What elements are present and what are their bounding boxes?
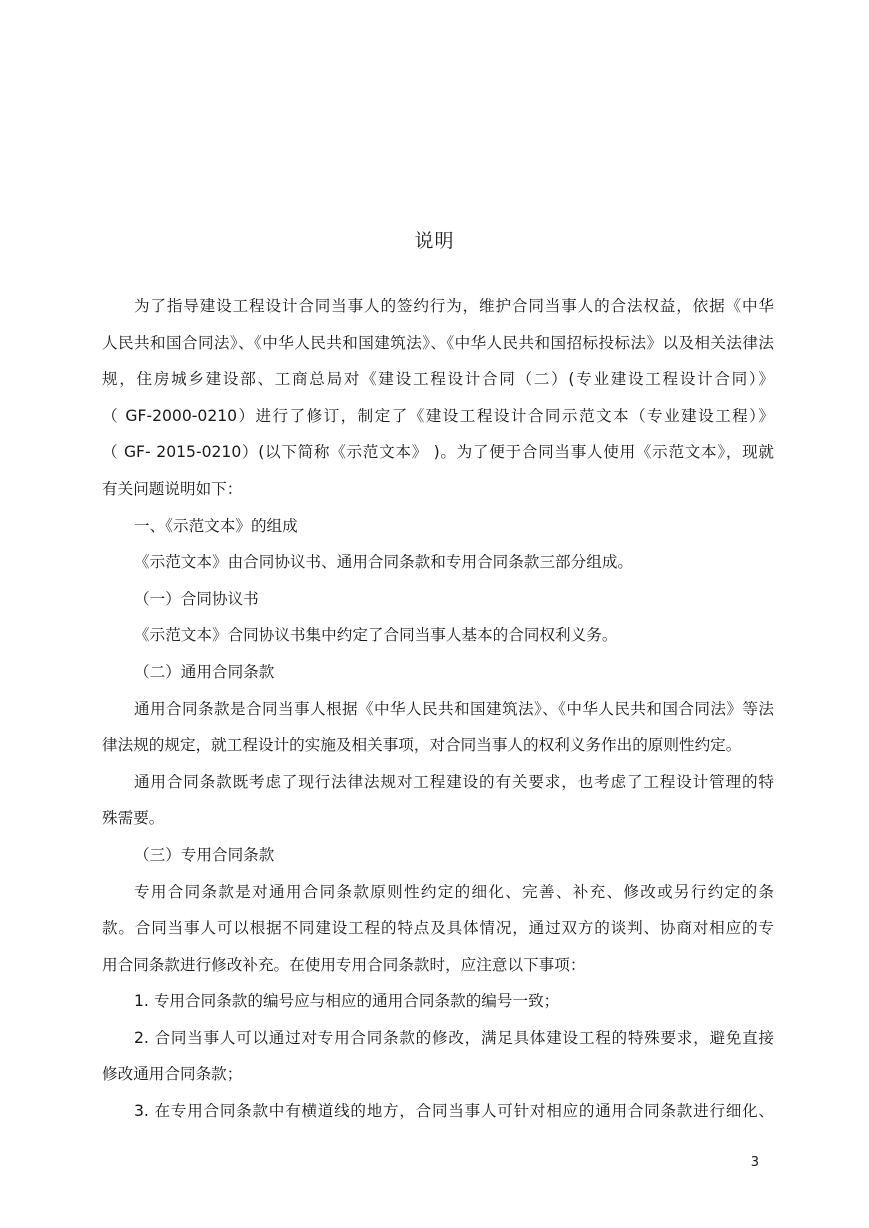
- text-line: 《示范文本》由合同协议书、通用合同条款和专用合同条款三部分组成。: [134, 553, 634, 572]
- list-item: 3. 在专用合同条款中有横道线的地方，合同当事人可针对相应的通用合同条款进行细化、: [134, 1102, 774, 1121]
- text-line: 人民共和国合同法》、《中华人民共和国建筑法》、《中华人民共和国招标投标法》以及相关法律法: [102, 333, 774, 352]
- text-line: 律法规的规定，就工程设计的实施及相关事项，对合同当事人的权利义务作出的原则性约定。: [102, 736, 742, 755]
- list-item: 2. 合同当事人可以通过对专用合同条款的修改，满足具体建设工程的特殊要求，避免直接: [134, 1028, 774, 1047]
- subsection-heading: （三）专用合同条款: [134, 845, 275, 864]
- text-line: 规，住房城乡建设部、工商总局对《建设工程设计合同（二）(专业建设工程设计合同）》: [102, 370, 774, 389]
- text-line: （ GF- 2015-0210）(以下简称《示范文本》 )。为了便于合同当事人使用《示范文本》，现就: [102, 443, 774, 462]
- text-line: 《示范文本》合同协议书集中约定了合同当事人基本的合同权利义务。: [134, 626, 618, 645]
- text-line: （ GF-2000-0210）进行了修订，制定了《建设工程设计合同示范文本（专业建设工程）》: [102, 406, 774, 425]
- page-number: 3: [750, 1155, 759, 1170]
- subsection-heading: （一）合同协议书: [134, 589, 259, 608]
- subsection-heading: （二）通用合同条款: [134, 662, 275, 681]
- text-line: 通用合同条款既考虑了现行法律法规对工程建设的有关要求，也考虑了工程设计管理的特: [134, 772, 774, 791]
- text-line: 款。合同当事人可以根据不同建设工程的特点及具体情况，通过双方的谈判、协商对相应的专: [102, 919, 774, 938]
- text-line: 为了指导建设工程设计合同当事人的签约行为，维护合同当事人的合法权益，依据《中华: [134, 297, 774, 315]
- section-heading: 一、《示范文本》的组成: [134, 516, 298, 535]
- text-line: 用合同条款进行修改补充。在使用专用合同条款时，应注意以下事项：: [102, 955, 586, 974]
- text-line: 殊需要。: [102, 809, 165, 828]
- text-line: 有关问题说明如下：: [102, 479, 243, 498]
- text-line: 修改通用合同条款；: [102, 1065, 243, 1084]
- document-body: [102, 288, 774, 1130]
- text-line: 通用合同条款是合同当事人根据《中华人民共和国建筑法》、《中华人民共和国合同法》等法: [134, 699, 774, 718]
- document-title: 说明: [414, 230, 455, 252]
- text-line: 专用合同条款是对通用合同条款原则性约定的细化、完善、补充、修改或另行约定的条: [134, 882, 774, 901]
- list-item: 1. 专用合同条款的编号应与相应的通用合同条款的编号一致；: [134, 992, 560, 1011]
